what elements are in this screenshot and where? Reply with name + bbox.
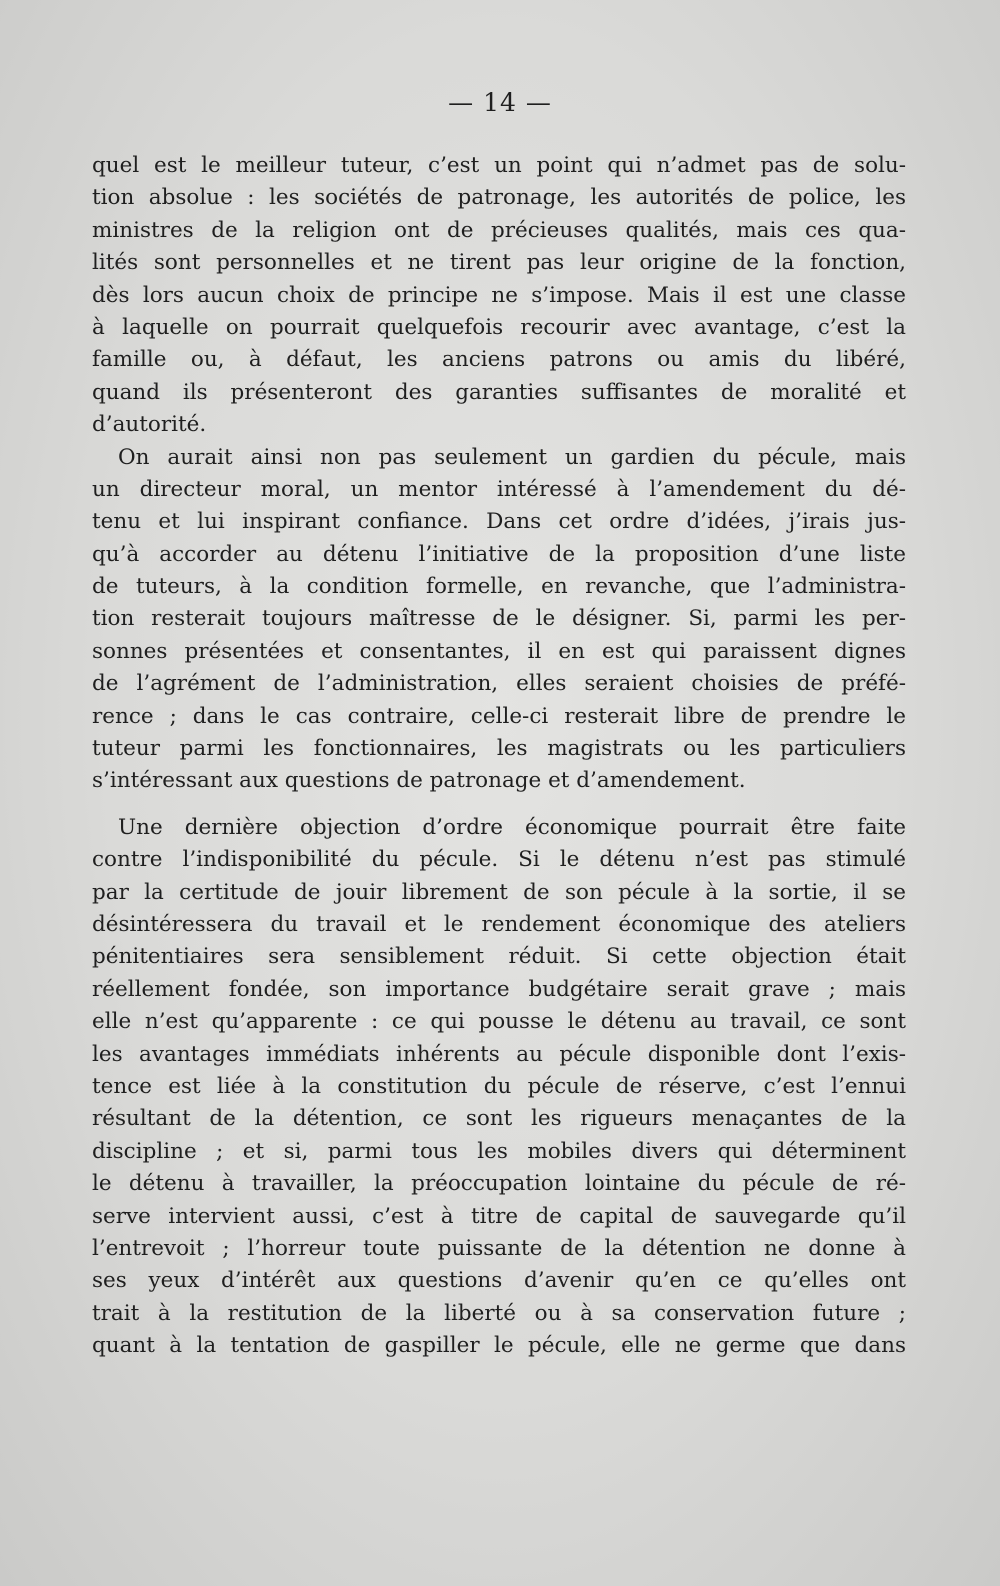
text-line: tenu et lui inspirant confiance. Dans cet ordre d’idées, j’irais jus-	[92, 509, 906, 535]
text-line: tion absolue : les sociétés de patronage, les autorités de police, les	[92, 185, 906, 211]
text-line: rence ; dans le cas contraire, celle-ci resterait libre de prendre le	[92, 703, 906, 729]
paragraph	[92, 150, 906, 442]
text-line: trait à la restitution de la liberté ou à sa conservation future ;	[92, 1300, 906, 1326]
paragraph	[92, 442, 906, 798]
text-line: à laquelle on pourrait quelquefois recourir avec avantage, c’est la	[92, 314, 906, 340]
text-line: qu’à accorder au détenu l’initiative de la proposition d’une liste	[92, 541, 906, 567]
text-line: sonnes présentées et consentantes, il en est qui paraissent dignes	[92, 638, 906, 664]
text-line: les avantages immédiats inhérents au pécule disponible dont l’exis-	[92, 1041, 906, 1067]
text-line: pénitentiaires sera sensiblement réduit. Si cette objection était	[92, 944, 906, 970]
body-text	[92, 150, 906, 1362]
text-line: d’autorité.	[92, 412, 207, 438]
text-line: un directeur moral, un mentor intéressé à l’amendement du dé-	[92, 476, 906, 502]
text-line: ses yeux d’intérêt aux questions d’avenir qu’en ce qu’elles ont	[92, 1268, 906, 1294]
text-line: par la certitude de jouir librement de son pécule à la sortie, il se	[92, 879, 906, 905]
text-line: tion resterait toujours maîtresse de le désigner. Si, parmi les per-	[92, 606, 906, 632]
text-line: lités sont personnelles et ne tirent pas leur origine de la fonction,	[92, 250, 906, 276]
text-line: On aurait ainsi non pas seulement un gardien du pécule, mais	[118, 444, 906, 470]
text-line: de tuteurs, à la condition formelle, en revanche, que l’administra-	[92, 574, 906, 600]
paragraph	[92, 812, 906, 1363]
page-number: — 14 —	[448, 88, 552, 117]
text-line: quant à la tentation de gaspiller le pécule, elle ne germe que dans	[92, 1333, 906, 1359]
text-line: désintéressera du travail et le rendement économique des ateliers	[92, 911, 906, 937]
text-line: quel est le meilleur tuteur, c’est un point qui n’admet pas de solu-	[92, 153, 906, 178]
text-line: le détenu à travailler, la préoccupation lointaine du pécule de ré-	[92, 1171, 906, 1197]
text-line: réellement fondée, son importance budgétaire serait grave ; mais	[92, 976, 906, 1002]
text-line: résultant de la détention, ce sont les rigueurs menaçantes de la	[92, 1106, 906, 1132]
text-line: tence est liée à la constitution du pécule de réserve, c’est l’ennui	[92, 1073, 906, 1099]
text-line: l’entrevoit ; l’horreur toute puissante de la détention ne donne à	[92, 1235, 906, 1261]
text-line: de l’agrément de l’administration, elles seraient choisies de préfé-	[92, 671, 906, 697]
text-line: serve intervient aussi, c’est à titre de capital de sauvegarde qu’il	[92, 1203, 906, 1229]
text-line: ministres de la religion ont de précieuses qualités, mais ces qua-	[92, 217, 906, 243]
text-line: s’intéressant aux questions de patronage et d’amendement.	[92, 768, 746, 794]
text-line: dès lors aucun choix de principe ne s’impose. Mais il est une classe	[92, 282, 906, 308]
text-line: discipline ; et si, parmi tous les mobiles divers qui déterminent	[92, 1138, 906, 1164]
text-line: tuteur parmi les fonctionnaires, les magistrats ou les particuliers	[92, 736, 906, 762]
text-line: quand ils présenteront des garanties suffisantes de moralité et	[92, 379, 906, 405]
text-line: famille ou, à défaut, les anciens patrons ou amis du libéré,	[92, 347, 906, 373]
text-line: Une dernière objection d’ordre économique pourrait être faite	[118, 814, 906, 840]
text-line: contre l’indisponibilité du pécule. Si le détenu n’est pas stimulé	[92, 847, 906, 873]
text-line: elle n’est qu’apparente : ce qui pousse le détenu au travail, ce sont	[92, 1009, 906, 1035]
